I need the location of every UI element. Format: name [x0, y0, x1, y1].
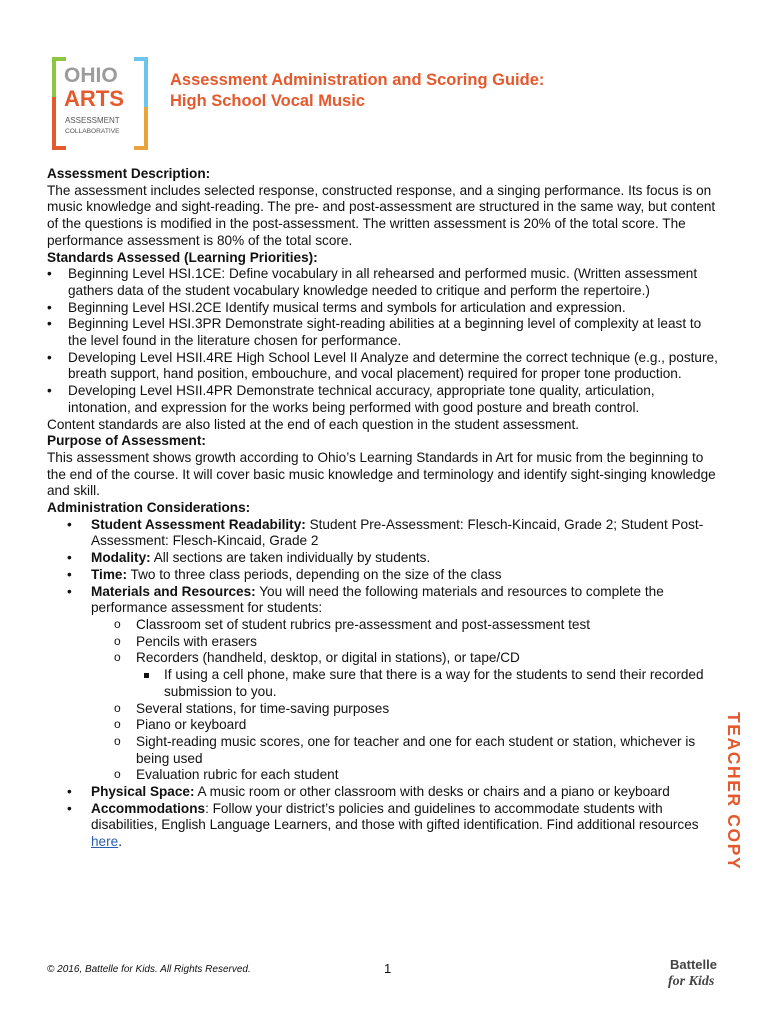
list-item: o Piano or keyboard — [47, 717, 719, 734]
ohio-arts-assessment-collaborative-logo — [52, 57, 148, 150]
standards-list — [47, 266, 719, 416]
list-item: o Recorders (handheld, desktop, or digital in stations), or tape/CD — [47, 650, 719, 667]
list-item: • Beginning Level HSI.2CE Identify musical terms and symbols for articulation and expression. — [47, 300, 719, 317]
purpose-text: This assessment shows growth according to Ohio’s Learning Standards in Art for music from the beginning to the end of the course. It will cover basic music knowledge and terminology and identify sight-singing knowledge and skill. — [47, 449, 716, 499]
teacher-copy-label: TEACHER COPY — [724, 712, 744, 871]
description-heading: Assessment Description: — [47, 166, 211, 181]
svg-text:COLLABORATIVE: COLLABORATIVE — [65, 128, 120, 135]
modality-item: • Modality: All sections are taken individually by students. — [47, 550, 719, 567]
list-item: If using a cell phone, make sure that there is a way for the students to send their recorded submission to you. — [47, 667, 719, 700]
list-item: o Evaluation rubric for each student — [47, 767, 719, 784]
recorder-sublist — [47, 667, 719, 700]
administration-list-continued — [47, 784, 719, 851]
svg-text:ASSESSMENT: ASSESSMENT — [65, 116, 120, 125]
materials-list-continued — [47, 701, 719, 785]
svg-text:Battelle: Battelle — [670, 957, 717, 972]
list-item: o Sight-reading music scores, one for teacher and one for each student or station, whichever is being used — [47, 734, 719, 767]
standards-heading: Standards Assessed (Learning Priorities): — [47, 249, 318, 265]
readability-item: • Student Assessment Readability: Student Pre-Assessment: Flesch-Kincaid, Grade 2; Student Post-Assessment: Flesch-Kincaid, Grade 2 — [47, 517, 719, 550]
svg-text:for Kids: for Kids — [668, 974, 715, 989]
administration-list — [47, 517, 719, 617]
document-body — [47, 166, 719, 851]
list-item: • Beginning Level HSI.3PR Demonstrate sight-reading abilities at a beginning level of complexity at least to the level found in the literature chosen for performance. — [47, 316, 719, 349]
page-number: 1 — [384, 961, 392, 976]
title-line-1: Assessment Administration and Scoring Guide: — [170, 71, 545, 89]
list-item: o Pencils with erasers — [47, 634, 719, 651]
svg-text:ARTS: ARTS — [64, 86, 124, 111]
list-item: o Classroom set of student rubrics pre-assessment and post-assessment test — [47, 617, 719, 634]
standards-note: Content standards are also listed at the end of each question in the student assessment. — [47, 416, 580, 432]
list-item: o Several stations, for time-saving purposes — [47, 701, 719, 718]
materials-list — [47, 617, 719, 667]
accommodations-item: • Accommodations: Follow your district’s policies and guidelines to accommodate students with disabilities, English Language Learners, and those with gifted identification. Find additional resources here. — [47, 801, 719, 851]
list-item: • Developing Level HSII.4PR Demonstrate technical accuracy, appropriate tone quality, articulation, intonation, and expression for the works being performed with good posture and breath control. — [47, 383, 719, 416]
list-item: • Developing Level HSII.4RE High School Level II Analyze and determine the correct technique (e.g., posture, breath support, hand position, embouchure, and vocal placement) required for proper tone production. — [47, 350, 719, 383]
purpose-heading: Purpose of Assessment: — [47, 433, 206, 449]
copyright-footer: © 2016, Battelle for Kids. All Rights Reserved. — [47, 964, 251, 975]
physical-space-item: • Physical Space: A music room or other classroom with desks or chairs and a piano or keyboard — [47, 784, 719, 801]
list-item: • Beginning Level HSI.1CE: Define vocabulary in all rehearsed and performed music. (Written assessment gathers data of the student vocabulary knowledge needed to critique and perform the repertoire.) — [47, 266, 719, 299]
battelle-for-kids-logo — [668, 953, 730, 991]
page-title — [170, 70, 544, 112]
description-text: The assessment includes selected response, constructed response, and a singing performance. Its focus is on music knowledge and sight-reading. The pre- and post-assessment are structured in the same way, but content of the questions is modified in the post-assessment. The written assessment is 20% of the total score. The performance assessment is 80% of the total score. — [47, 182, 716, 248]
time-item: • Time: Two to three class periods, depending on the size of the class — [47, 567, 719, 584]
svg-text:OHIO: OHIO — [64, 64, 118, 87]
administration-heading: Administration Considerations: — [47, 500, 251, 516]
resources-link[interactable]: here — [91, 834, 119, 850]
materials-item: • Materials and Resources: You will need the following materials and resources to complete the performance assessment for students: — [47, 584, 719, 617]
title-line-2: High School Vocal Music — [170, 92, 365, 110]
